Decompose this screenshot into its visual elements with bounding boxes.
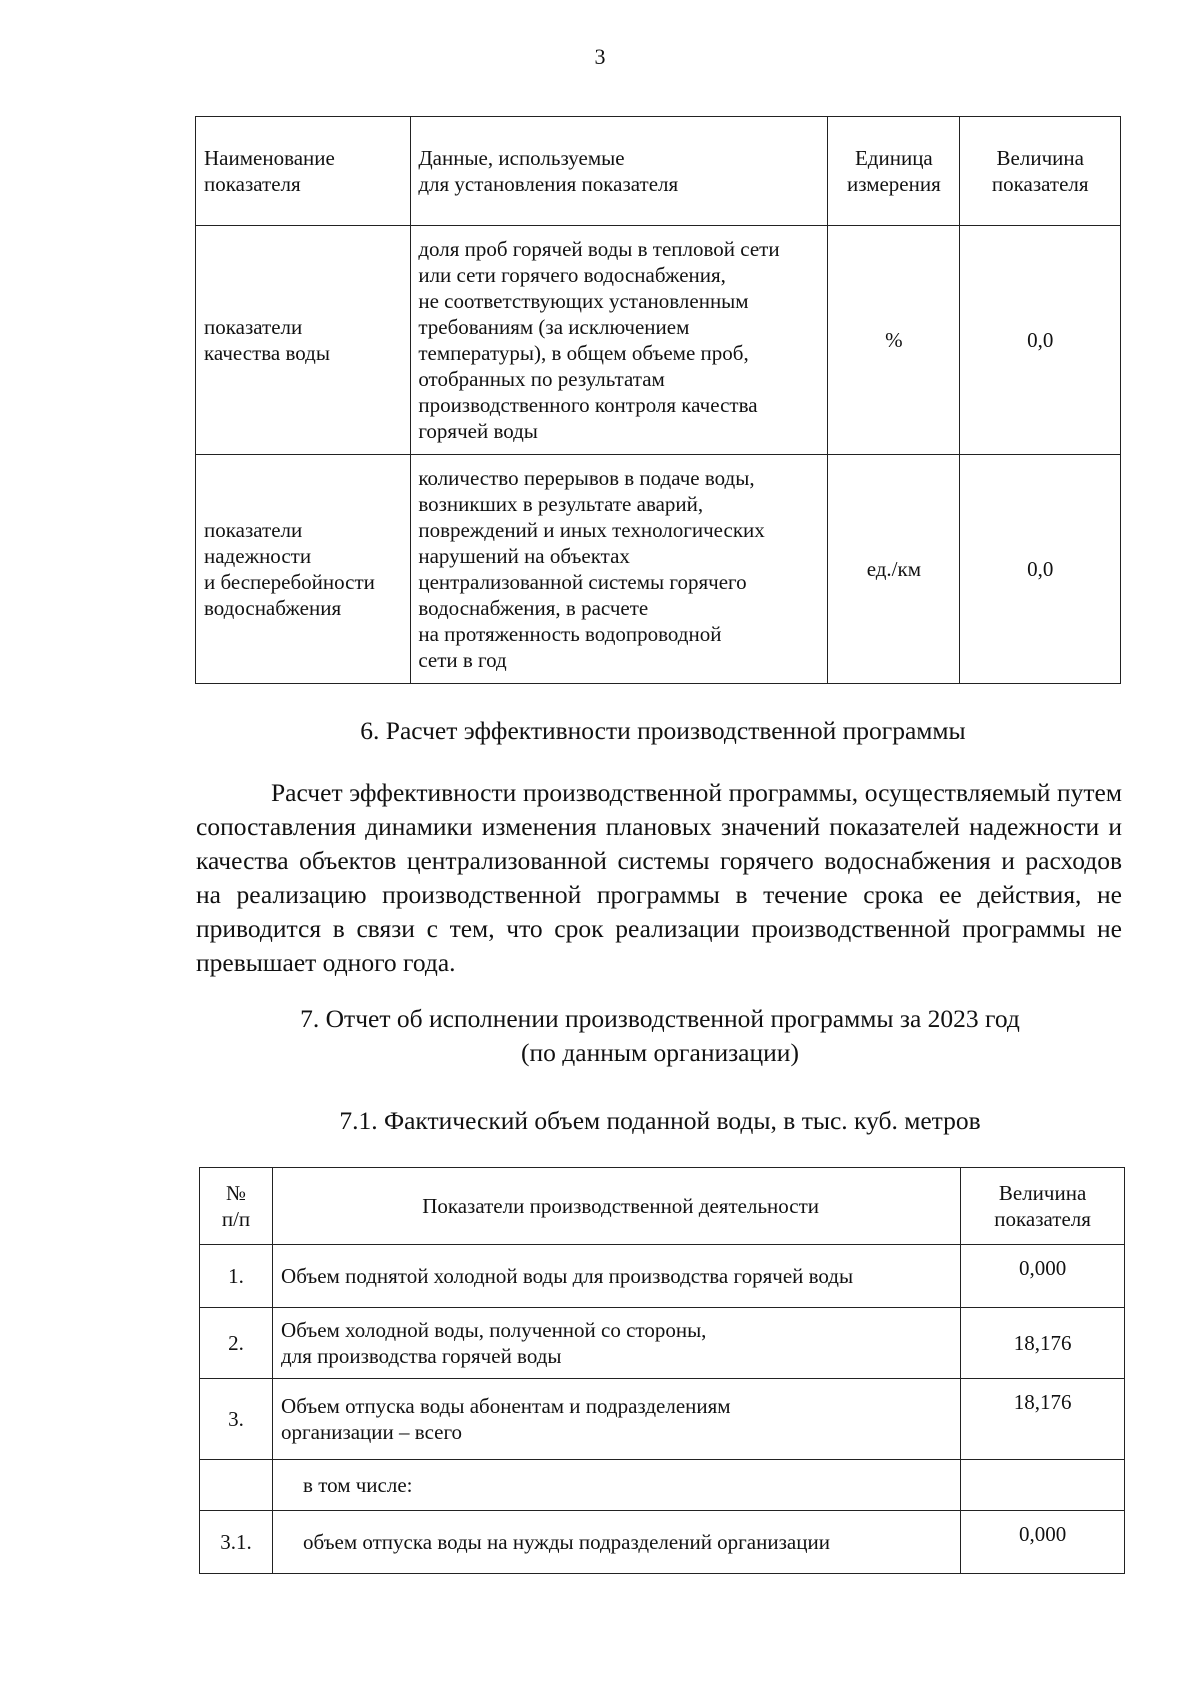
table-row <box>200 1379 1125 1460</box>
cell-value: 18,176 <box>961 1379 1125 1460</box>
table-row <box>200 1308 1125 1379</box>
cell-indicator-name <box>196 226 411 455</box>
cell-number: 3.1. <box>200 1511 273 1574</box>
indicator-name-text: показатели надежности и бесперебойности водоснабжения <box>204 518 375 620</box>
header-indicator-name-text: Наименование показателя <box>204 146 335 196</box>
cell-indicator: объем отпуска воды на нужды подразделений организации <box>273 1511 961 1574</box>
cell-value: 18,176 <box>961 1308 1125 1379</box>
section-6-title: 6. Расчет эффективности производственной программы <box>360 716 966 745</box>
indicators-table <box>195 116 1121 684</box>
water-volume-table-header <box>200 1168 1125 1245</box>
cell-indicator <box>273 1379 961 1460</box>
table-row <box>200 1511 1125 1574</box>
table-row <box>200 1460 1125 1511</box>
cell-number: 1. <box>200 1245 273 1308</box>
cell-indicator-name <box>196 455 411 684</box>
indicator-name-text: показатели качества воды <box>204 315 330 365</box>
header-unit <box>828 117 960 226</box>
header-unit-text: Единица измерения <box>846 146 941 196</box>
data-used-text: доля проб горячей воды в тепловой сети или сети горячего водоснабжения, не соответствующих установленным требованиям (за исключением температуры), в общем объеме проб, отобранных по результатам производственного контроля качества горячей воды <box>418 237 780 443</box>
header-indicator-value <box>961 1168 1125 1245</box>
cell-number: 3. <box>200 1379 273 1460</box>
cell-indicator <box>273 1308 961 1379</box>
section-7-title-text: 7. Отчет об исполнении производственной программы за 2023 год (по данным организации) <box>300 1004 1020 1067</box>
cell-data-used <box>411 226 828 455</box>
table-row <box>196 455 1121 684</box>
table-row <box>196 226 1121 455</box>
header-data-used-text: Данные, используемые для установления показателя <box>418 146 679 196</box>
header-indicator-name <box>196 117 411 226</box>
cell-indicator-text: Объем отпуска воды абонентам и подразделениям организации – всего <box>281 1394 731 1444</box>
header-activity-indicators: Показатели производственной деятельности <box>273 1168 961 1245</box>
cell-data-used <box>411 455 828 684</box>
cell-value <box>961 1460 1125 1511</box>
cell-unit: ед./км <box>828 455 960 684</box>
header-value <box>960 117 1121 226</box>
section-6-paragraph: Расчет эффективности производственной программы, осуществляемый путем сопоставления динамики изменения плановых значений показателей надежности и качества объектов централизованной системы горячего водоснабжения и расходов на реализацию производственной программы в течение срока ее действия, не приводится в связи с тем, что срок реализации производственной программы не превышает одного года. <box>196 778 1122 977</box>
cell-value: 0,000 <box>961 1511 1125 1574</box>
cell-value: 0,000 <box>961 1245 1125 1308</box>
cell-indicator: в том числе: <box>273 1460 961 1511</box>
cell-number: 2. <box>200 1308 273 1379</box>
indicators-table-header <box>196 117 1121 226</box>
data-used-text: количество перерывов в подаче воды, возникших в результате аварий, повреждений и иных технологических нарушений на объектах централизованной системы горячего водоснабжения, в расчете на протяженность водопроводной сети в год <box>418 466 765 672</box>
header-data-used <box>411 117 828 226</box>
header-number <box>200 1168 273 1245</box>
table-row <box>200 1245 1125 1308</box>
cell-value: 0,0 <box>960 226 1121 455</box>
section-7-1-title: 7.1. Фактический объем поданной воды, в тыс. куб. метров <box>339 1106 981 1135</box>
section-7-title <box>60 1002 1200 1070</box>
cell-unit: % <box>828 226 960 455</box>
header-indicator-value-text: Величина показателя <box>994 1181 1091 1231</box>
header-number-text: № п/п <box>221 1181 251 1231</box>
cell-indicator-text: Объем холодной воды, полученной со стороны, для производства горячей воды <box>281 1318 707 1368</box>
header-value-text: Величина показателя <box>991 146 1089 196</box>
page-number: 3 <box>594 44 606 69</box>
cell-number <box>200 1460 273 1511</box>
cell-value: 0,0 <box>960 455 1121 684</box>
water-volume-table <box>199 1167 1125 1574</box>
cell-indicator: Объем поднятой холодной воды для производства горячей воды <box>273 1245 961 1308</box>
